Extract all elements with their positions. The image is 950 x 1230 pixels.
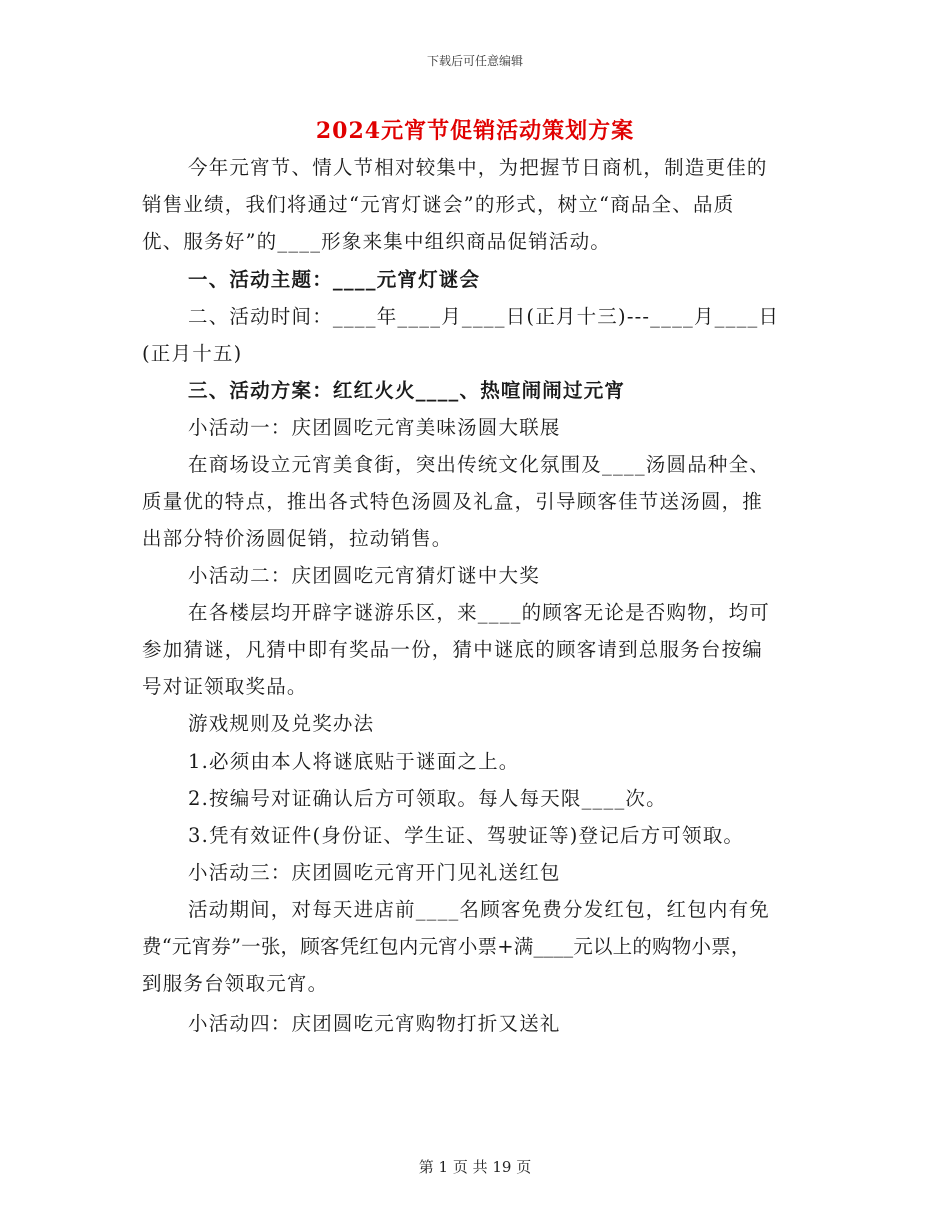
paragraph-line: 销售业绩，我们将通过“元宵灯谜会”的形式，树立“商品全、品质	[142, 193, 735, 216]
paragraph-line: 二、活动时间：____年____月____日(正月十三)---____月____日	[188, 305, 780, 328]
rule-item: 2.按编号对证确认后方可领取。每人每天限____次。	[188, 787, 667, 810]
sub-activity-heading: 小活动三：庆团圆吃元宵开门见礼送红包	[188, 861, 561, 884]
rule-item: 3.凭有效证件(身份证、学生证、驾驶证等)登记后方可领取。	[188, 824, 745, 847]
paragraph-line: 活动期间，对每天进店前____名顾客免费分发红包，红包内有免	[188, 898, 771, 921]
section-heading-plan: 三、活动方案：红红火火____、热喧闹闹过元宵	[188, 379, 626, 402]
paragraph-line: 参加猜谜，凡猜中即有奖品一份，猜中谜底的顾客请到总服务台按编	[142, 638, 764, 661]
paragraph-line: 到服务台领取元宵。	[142, 972, 329, 995]
paragraph-line: 号对证领取奖品。	[142, 675, 308, 698]
sub-activity-heading: 小活动一：庆团圆吃元宵美味汤圆大联展	[188, 416, 561, 439]
paragraph-line: 今年元宵节、情人节相对较集中，为把握节日商机，制造更佳的	[188, 156, 768, 179]
paragraph-line: (正月十五)	[142, 342, 243, 365]
header-note: 下载后可任意编辑	[426, 54, 523, 68]
paragraph-line: 质量优的特点，推出各式特色汤圆及礼盒，引导顾客佳节送汤圆，推	[142, 490, 764, 513]
sub-activity-heading: 小活动二：庆团圆吃元宵猜灯谜中大奖	[188, 564, 540, 587]
paragraph-line: 在商场设立元宵美食街，突出传统文化氛围及____汤圆品种全、	[188, 453, 771, 476]
paragraph-line: 在各楼层均开辟字谜游乐区，来____的顾客无论是否购物，均可	[188, 601, 771, 624]
page-footer: 第 1 页 共 19 页	[418, 1158, 532, 1176]
document-title: 2024元宵节促销活动策划方案	[315, 118, 635, 144]
sub-activity-heading: 小活动四：庆团圆吃元宵购物打折又送礼	[188, 1012, 561, 1035]
rules-heading: 游戏规则及兑奖办法	[188, 712, 375, 735]
paragraph-line: 费“元宵券”一张，顾客凭红包内元宵小票+满____元以上的购物小票，	[142, 935, 751, 958]
rule-item: 1.必须由本人将谜底贴于谜面之上。	[188, 750, 520, 773]
section-heading-theme: 一、活动主题：____元宵灯谜会	[188, 268, 481, 291]
paragraph-line: 出部分特价汤圆促销，拉动销售。	[142, 527, 453, 550]
paragraph-line: 优、服务好”的____形象来集中组织商品促销活动。	[142, 230, 611, 253]
